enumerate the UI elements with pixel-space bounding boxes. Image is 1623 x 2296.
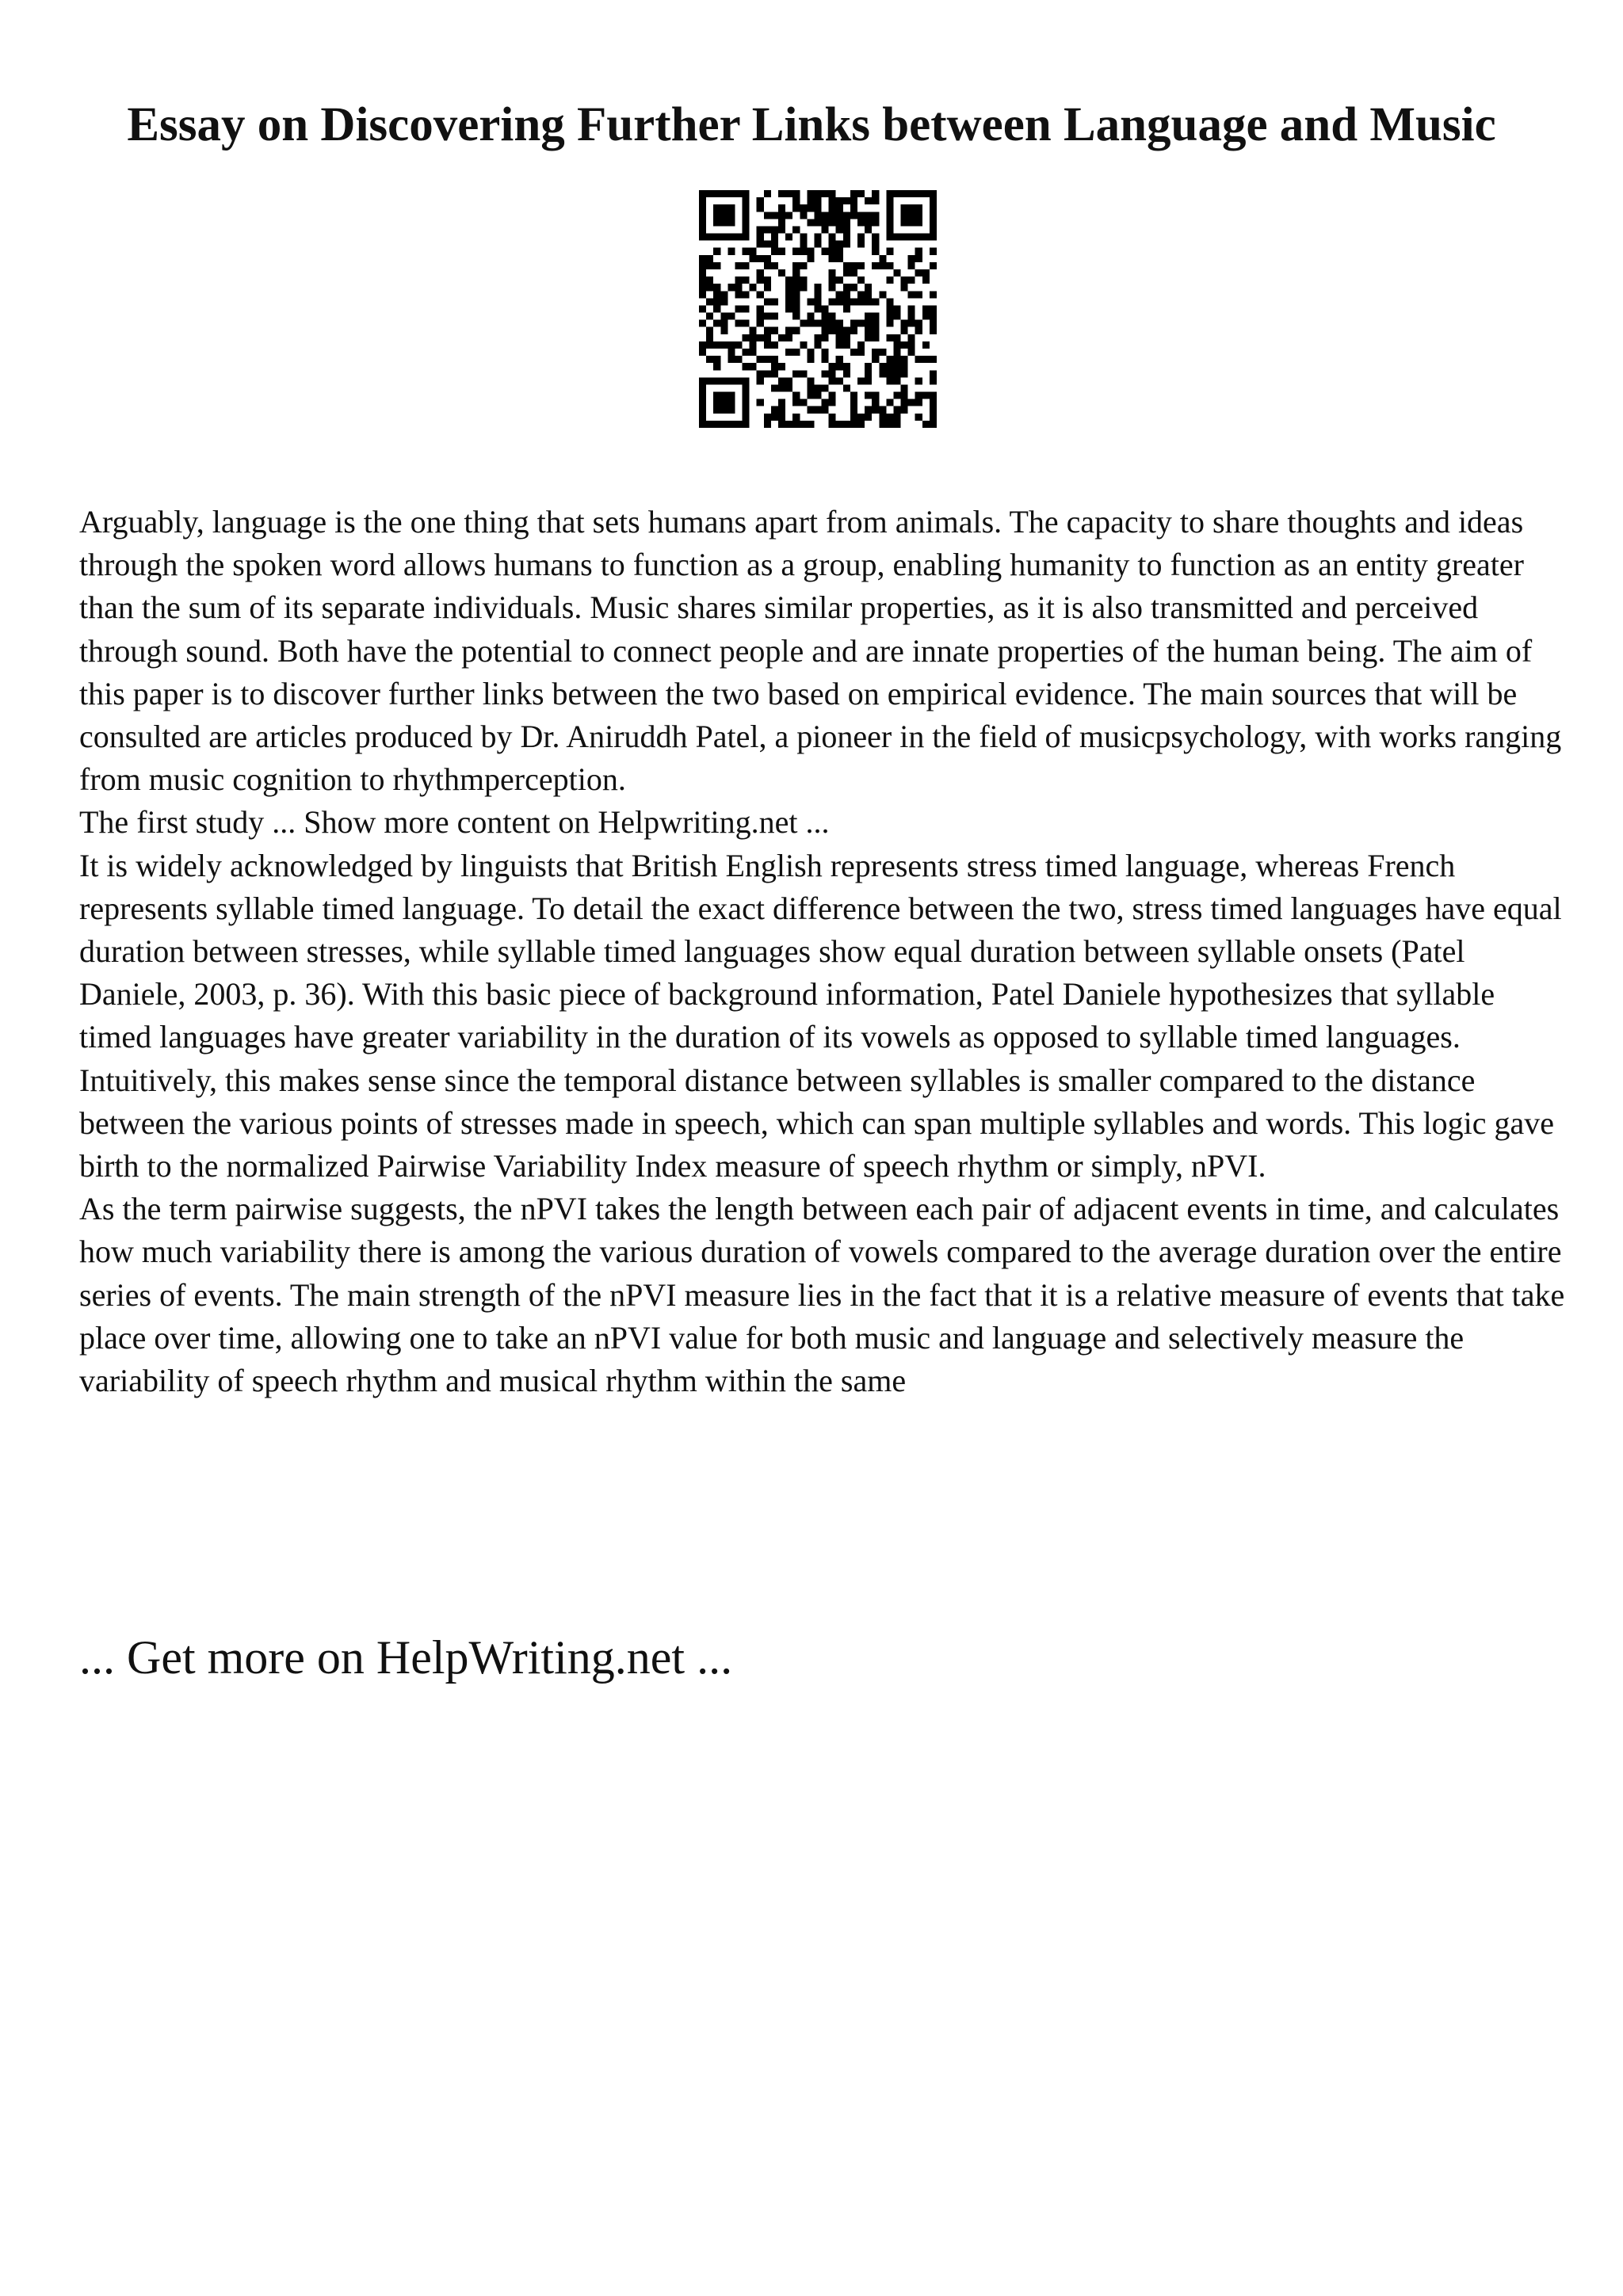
essay-paragraph-stress-timing: It is widely acknowledged by linguists that British English represents stress timed language, whereas French represents syllable timed language. To detail the exact difference between the two, stress timed languages have equal duration between stresses, while syllable timed languages show equal duration between syllable onsets (Patel Daniele, 2003, p. 36). With this basic piece of background information, Patel Daniele hypothesizes that syllable timed languages have greater variability in the duration of its vowels as opposed to syllable timed languages. Intuitively, this makes sense since the temporal distance between syllables is smaller compared to the distance between the various points of stresses made in speech, which can span multiple syllables and words. This logic gave birth to the normalized Pairwise Variability Index measure of speech rhythm or simply, nPVI. <box>79 847 1562 1184</box>
essay-paragraph-teaser: The first study ... Show more content on Helpwriting.net ... <box>79 804 830 841</box>
essay-body <box>79 501 1569 1402</box>
document-title: Essay on Discovering Further Links between Language and Music <box>127 98 1496 151</box>
essay-paragraph-npvi: As the term pairwise suggests, the nPVI takes the length between each pair of adjacent events in time, and calculates how much variability there is among the various duration of vowels compared to the average duration over the entire series of events. The main strength of the nPVI measure lies in the fact that it is a relative measure of events that take place over time, allowing one to take an nPVI value for both music and language and selectively measure the variability of speech rhythm and musical rhythm within the same <box>79 1191 1565 1399</box>
essay-paragraph-intro: Arguably, language is the one thing that sets humans apart from animals. The capacity to share thoughts and ideas through the spoken word allows humans to function as a group, enabling humanity to function as an entity greater than the sum of its separate individuals. Music shares similar properties, as it is also transmitted and perceived through sound. Both have the potential to connect people and are innate properties of the human being. The aim of this paper is to discover further links between the two based on empirical evidence. The main sources that will be consulted are articles produced by Dr. Aniruddh Patel, a pioneer in the field of musicpsychology, with works ranging from music cognition to rhythmperception. <box>79 504 1562 798</box>
qr-code-icon[interactable] <box>699 190 937 428</box>
get-more-link[interactable]: ... Get more on HelpWriting.net ... <box>79 1631 733 1684</box>
